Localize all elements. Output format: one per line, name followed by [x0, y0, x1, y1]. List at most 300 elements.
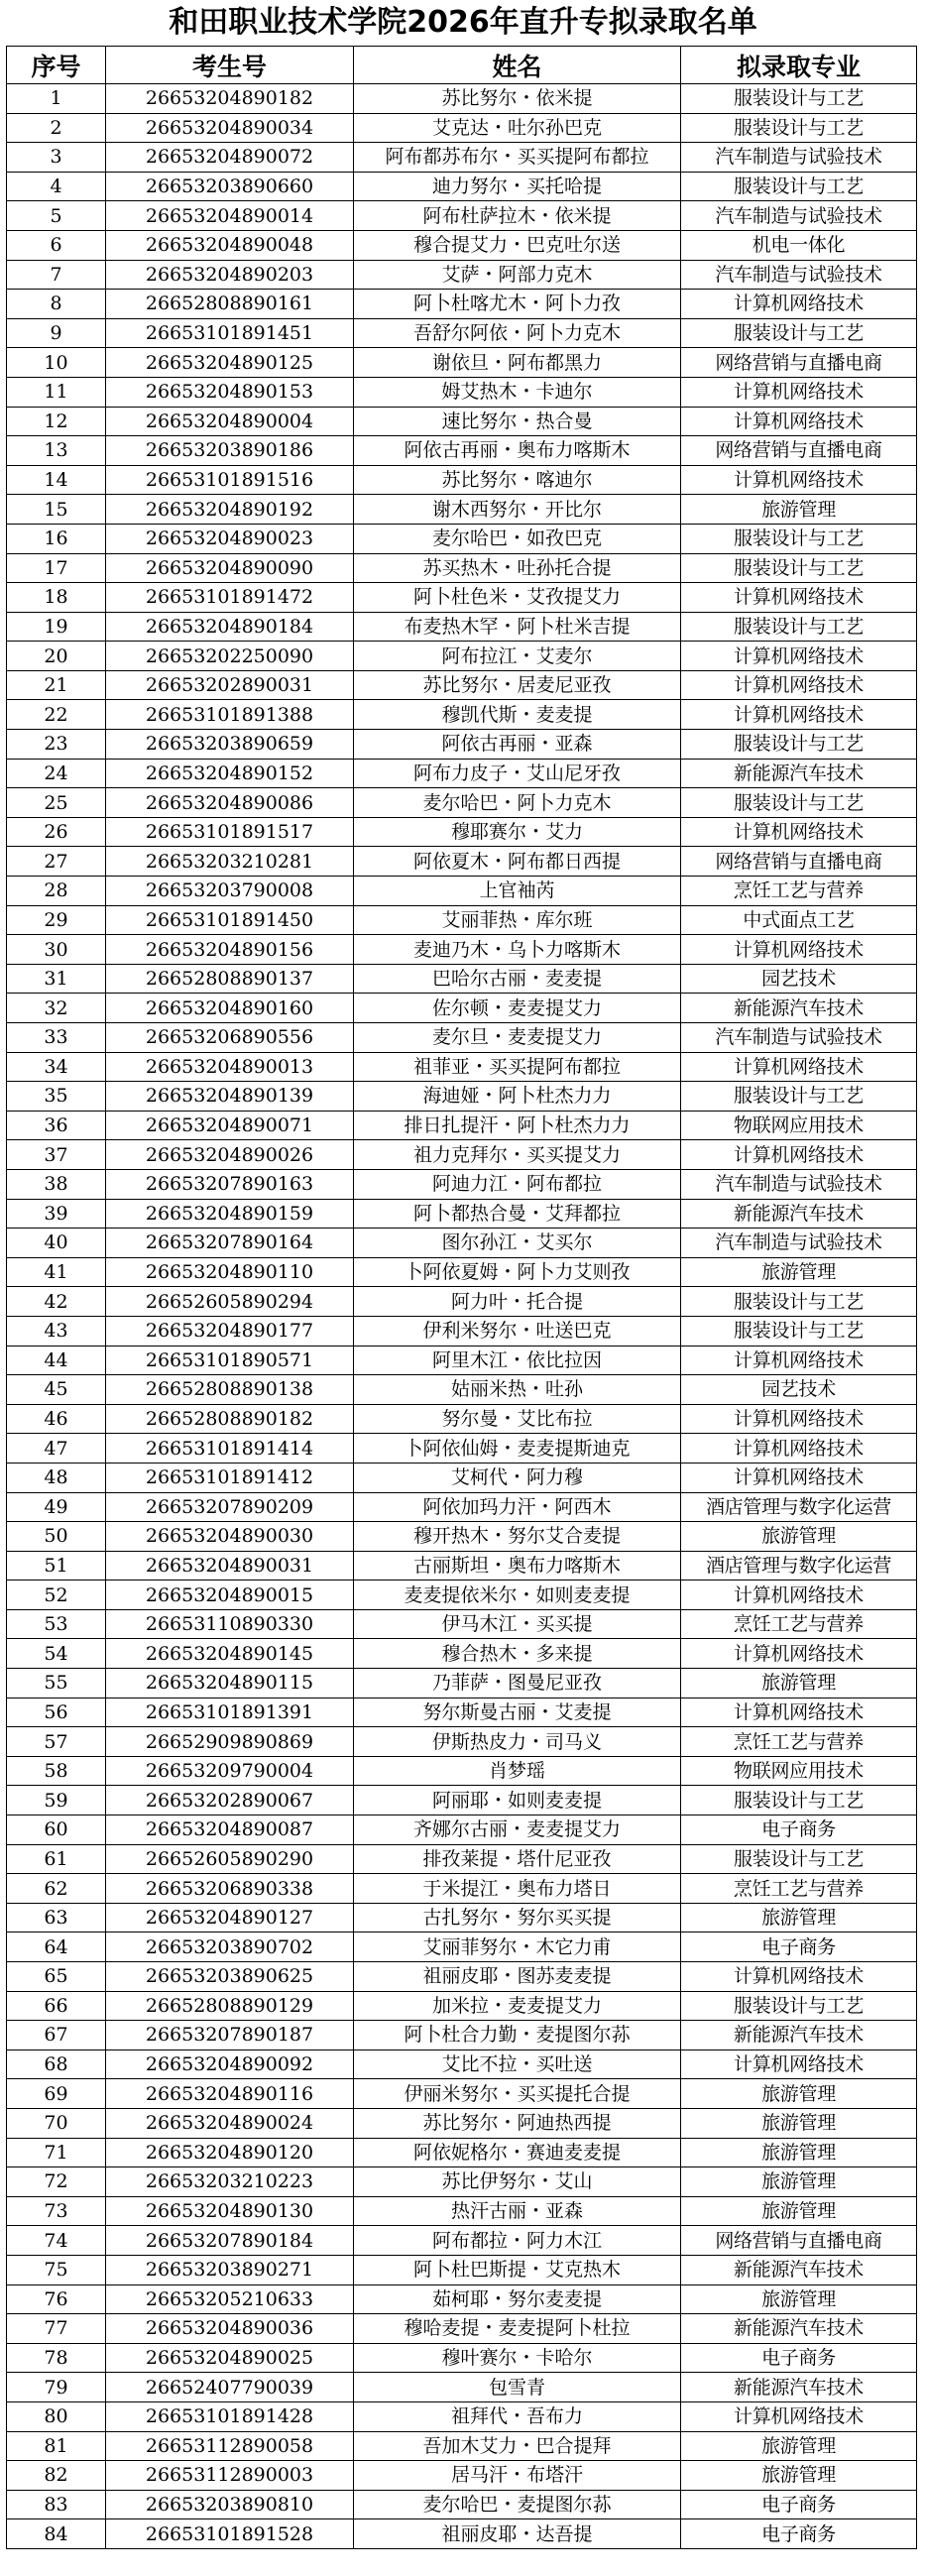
cell-major: 酒店管理与数字化运营: [681, 1492, 917, 1522]
cell-candidate-id: 26653204890072: [106, 143, 354, 173]
cell-name: 祖力克拜尔・买买提艾力: [354, 1140, 681, 1170]
cell-major: 网络营销与直播电商: [681, 2226, 917, 2256]
cell-major: 电子商务: [681, 2519, 917, 2549]
cell-name: 包雪青: [354, 2373, 681, 2402]
table-row: [7, 1082, 917, 1112]
table-row: [7, 113, 917, 143]
cell-candidate-id: 26653204890203: [106, 260, 354, 290]
cell-name: 麦尔旦・麦麦提艾力: [354, 1023, 681, 1053]
cell-candidate-id: 26653112890058: [106, 2431, 354, 2461]
cell-name: 排日扎提汗・阿卜杜杰力力: [354, 1111, 681, 1140]
cell-major: 园艺技术: [681, 1375, 917, 1405]
cell-name: 艾萨・阿部力克木: [354, 260, 681, 290]
cell-seq: 38: [7, 1169, 106, 1199]
table-row: [7, 1023, 917, 1053]
cell-seq: 21: [7, 670, 106, 700]
cell-major: 汽车制造与试验技术: [681, 1169, 917, 1199]
cell-name: 海迪娅・阿卜杜杰力力: [354, 1082, 681, 1112]
cell-candidate-id: 26652808890129: [106, 1991, 354, 2021]
cell-name: 穆耶赛尔・艾力: [354, 817, 681, 847]
cell-candidate-id: 26653203890702: [106, 1932, 354, 1962]
cell-name: 肖梦瑶: [354, 1756, 681, 1786]
cell-name: 阿布都苏布尔・买买提阿布都拉: [354, 143, 681, 173]
cell-seq: 57: [7, 1727, 106, 1757]
cell-name: 阿依夏木・阿布都日西提: [354, 847, 681, 877]
cell-major: 旅游管理: [681, 1903, 917, 1932]
table-row: [7, 1551, 917, 1581]
cell-candidate-id: 26653203890625: [106, 1962, 354, 1992]
cell-seq: 18: [7, 583, 106, 613]
cell-candidate-id: 26653207890163: [106, 1169, 354, 1199]
table-row: [7, 1229, 917, 1258]
cell-seq: 20: [7, 642, 106, 671]
cell-name: 卜阿依仙姆・麦麦提斯迪克: [354, 1434, 681, 1464]
cell-candidate-id: 26653203890660: [106, 172, 354, 201]
cell-major: 汽车制造与试验技术: [681, 201, 917, 231]
cell-seq: 84: [7, 2519, 106, 2549]
cell-seq: 37: [7, 1140, 106, 1170]
cell-candidate-id: 26653207890187: [106, 2021, 354, 2050]
table-row: [7, 642, 917, 671]
table-row: [7, 407, 917, 436]
table-row: [7, 1404, 917, 1434]
table-row: [7, 1639, 917, 1669]
table-row: [7, 817, 917, 847]
cell-seq: 43: [7, 1316, 106, 1346]
table-row: [7, 612, 917, 642]
cell-major: 新能源汽车技术: [681, 2255, 917, 2284]
cell-candidate-id: 26653204890127: [106, 1903, 354, 1932]
cell-seq: 60: [7, 1815, 106, 1845]
cell-name: 齐娜尔古丽・麦麦提艾力: [354, 1815, 681, 1845]
cell-seq: 55: [7, 1669, 106, 1698]
cell-name: 阿迪力江・阿布都拉: [354, 1169, 681, 1199]
admission-table: [6, 46, 917, 2549]
cell-major: 酒店管理与数字化运营: [681, 1551, 917, 1581]
cell-candidate-id: 26653203890271: [106, 2255, 354, 2284]
cell-seq: 71: [7, 2138, 106, 2167]
cell-seq: 69: [7, 2079, 106, 2109]
cell-seq: 17: [7, 553, 106, 583]
cell-seq: 11: [7, 377, 106, 407]
cell-major: 计算机网络技术: [681, 1463, 917, 1492]
cell-major: 旅游管理: [681, 2284, 917, 2314]
cell-seq: 74: [7, 2226, 106, 2256]
table-row: [7, 788, 917, 818]
table-row: [7, 1991, 917, 2021]
cell-name: 苏比努尔・依米提: [354, 84, 681, 114]
cell-candidate-id: 26653204890110: [106, 1257, 354, 1287]
cell-name: 阿依加玛力汗・阿西木: [354, 1492, 681, 1522]
cell-candidate-id: 26653202250090: [106, 642, 354, 671]
cell-major: 新能源汽车技术: [681, 2314, 917, 2344]
cell-candidate-id: 26653204890116: [106, 2079, 354, 2109]
table-row: [7, 1140, 917, 1170]
table-row: [7, 260, 917, 290]
cell-name: 茹柯耶・努尔麦麦提: [354, 2284, 681, 2314]
cell-candidate-id: 26653101891414: [106, 1434, 354, 1464]
cell-name: 阿卜杜色米・艾孜提艾力: [354, 583, 681, 613]
cell-candidate-id: 26653204890115: [106, 1669, 354, 1698]
cell-major: 物联网应用技术: [681, 1756, 917, 1786]
cell-major: 服装设计与工艺: [681, 1786, 917, 1815]
cell-name: 吾舒尔阿依・阿卜力克木: [354, 318, 681, 348]
cell-major: 烹饪工艺与营养: [681, 1609, 917, 1639]
table-row: [7, 877, 917, 906]
table-row: [7, 2343, 917, 2373]
cell-candidate-id: 26653209790004: [106, 1756, 354, 1786]
cell-seq: 26: [7, 817, 106, 847]
cell-candidate-id: 26653101891517: [106, 817, 354, 847]
cell-name: 姑丽米热・吐孙: [354, 1375, 681, 1405]
cell-seq: 61: [7, 1844, 106, 1874]
cell-seq: 23: [7, 730, 106, 760]
table-row: [7, 759, 917, 788]
cell-major: 计算机网络技术: [681, 1434, 917, 1464]
table-row: [7, 1698, 917, 1727]
table-row: [7, 1786, 917, 1815]
cell-name: 阿卜杜合力勤・麦提图尔荪: [354, 2021, 681, 2050]
cell-seq: 5: [7, 201, 106, 231]
cell-seq: 82: [7, 2461, 106, 2491]
cell-seq: 29: [7, 905, 106, 935]
cell-major: 中式面点工艺: [681, 905, 917, 935]
table-row: [7, 2284, 917, 2314]
cell-candidate-id: 26653110890330: [106, 1609, 354, 1639]
cell-seq: 32: [7, 994, 106, 1023]
cell-name: 迪力努尔・买托哈提: [354, 172, 681, 201]
cell-name: 艾克达・吐尔孙巴克: [354, 113, 681, 143]
cell-seq: 54: [7, 1639, 106, 1669]
cell-seq: 83: [7, 2490, 106, 2519]
cell-major: 服装设计与工艺: [681, 318, 917, 348]
cell-name: 苏比努尔・阿迪热西提: [354, 2108, 681, 2138]
table-header-row: [7, 47, 917, 84]
cell-seq: 35: [7, 1082, 106, 1112]
cell-major: 旅游管理: [681, 495, 917, 525]
cell-seq: 76: [7, 2284, 106, 2314]
table-row: [7, 2167, 917, 2197]
table-row: [7, 730, 917, 760]
cell-major: 旅游管理: [681, 2167, 917, 2197]
cell-major: 电子商务: [681, 1815, 917, 1845]
cell-candidate-id: 26653101890571: [106, 1346, 354, 1375]
table-row: [7, 994, 917, 1023]
cell-major: 网络营销与直播电商: [681, 847, 917, 877]
cell-name: 古丽斯坦・奥布力喀斯木: [354, 1551, 681, 1581]
cell-candidate-id: 26653203210223: [106, 2167, 354, 2197]
cell-seq: 75: [7, 2255, 106, 2284]
cell-seq: 34: [7, 1052, 106, 1082]
table-row: [7, 1903, 917, 1932]
cell-name: 姆艾热木・卡迪尔: [354, 377, 681, 407]
cell-name: 苏买热木・吐孙托合提: [354, 553, 681, 583]
cell-major: 计算机网络技术: [681, 817, 917, 847]
cell-candidate-id: 26653101891451: [106, 318, 354, 348]
cell-seq: 31: [7, 964, 106, 994]
cell-candidate-id: 26653203790008: [106, 877, 354, 906]
header-name: 姓名: [354, 47, 681, 84]
cell-candidate-id: 26653206890556: [106, 1023, 354, 1053]
cell-major: 计算机网络技术: [681, 700, 917, 730]
cell-candidate-id: 26653204890145: [106, 1639, 354, 1669]
cell-seq: 25: [7, 788, 106, 818]
cell-name: 苏比伊努尔・艾山: [354, 2167, 681, 2197]
table-row: [7, 172, 917, 201]
cell-candidate-id: 26653204890030: [106, 1522, 354, 1552]
table-row: [7, 583, 917, 613]
table-row: [7, 1434, 917, 1464]
cell-name: 阿布拉江・艾麦尔: [354, 642, 681, 671]
cell-major: 电子商务: [681, 2343, 917, 2373]
cell-name: 阿卜都热合曼・艾拜都拉: [354, 1199, 681, 1229]
cell-major: 计算机网络技术: [681, 1639, 917, 1669]
cell-name: 苏比努尔・喀迪尔: [354, 465, 681, 495]
cell-candidate-id: 26653204890034: [106, 113, 354, 143]
cell-name: 上官袖芮: [354, 877, 681, 906]
cell-candidate-id: 26653101891428: [106, 2401, 354, 2431]
table-row: [7, 495, 917, 525]
table-row: [7, 847, 917, 877]
cell-candidate-id: 26653206890338: [106, 1874, 354, 1904]
cell-seq: 39: [7, 1199, 106, 1229]
cell-name: 祖菲亚・买买提阿布都拉: [354, 1052, 681, 1082]
table-row: [7, 290, 917, 319]
cell-candidate-id: 26653204890026: [106, 1140, 354, 1170]
table-row: [7, 1932, 917, 1962]
cell-major: 计算机网络技术: [681, 2049, 917, 2079]
cell-candidate-id: 26653101891412: [106, 1463, 354, 1492]
cell-name: 卜阿依夏姆・阿卜力艾则孜: [354, 1257, 681, 1287]
cell-name: 穆合热木・多来提: [354, 1639, 681, 1669]
cell-seq: 66: [7, 1991, 106, 2021]
cell-major: 旅游管理: [681, 2108, 917, 2138]
cell-name: 努尔斯曼古丽・艾麦提: [354, 1698, 681, 1727]
cell-name: 祖拜代・吾布力: [354, 2401, 681, 2431]
table-row: [7, 84, 917, 114]
cell-seq: 36: [7, 1111, 106, 1140]
cell-major: 烹饪工艺与营养: [681, 1727, 917, 1757]
cell-name: 阿力叶・托合提: [354, 1287, 681, 1317]
cell-major: 烹饪工艺与营养: [681, 877, 917, 906]
cell-seq: 67: [7, 2021, 106, 2050]
cell-seq: 1: [7, 84, 106, 114]
cell-seq: 78: [7, 2343, 106, 2373]
cell-major: 服装设计与工艺: [681, 730, 917, 760]
cell-candidate-id: 26653204890160: [106, 994, 354, 1023]
cell-major: 服装设计与工艺: [681, 553, 917, 583]
cell-candidate-id: 26653101891450: [106, 905, 354, 935]
cell-major: 旅游管理: [681, 1669, 917, 1698]
cell-major: 汽车制造与试验技术: [681, 1229, 917, 1258]
cell-name: 吾加木艾力・巴合提拜: [354, 2431, 681, 2461]
table-row: [7, 1727, 917, 1757]
cell-seq: 47: [7, 1434, 106, 1464]
cell-candidate-id: 26653203890659: [106, 730, 354, 760]
table-row: [7, 905, 917, 935]
cell-seq: 28: [7, 877, 106, 906]
cell-candidate-id: 26653204890156: [106, 935, 354, 965]
cell-seq: 24: [7, 759, 106, 788]
cell-seq: 56: [7, 1698, 106, 1727]
cell-name: 穆合提艾力・巴克吐尔送: [354, 230, 681, 260]
cell-seq: 45: [7, 1375, 106, 1405]
cell-seq: 22: [7, 700, 106, 730]
cell-seq: 14: [7, 465, 106, 495]
cell-candidate-id: 26653207890184: [106, 2226, 354, 2256]
cell-name: 乃菲萨・图曼尼亚孜: [354, 1669, 681, 1698]
cell-name: 阿依妮格尔・赛迪麦麦提: [354, 2138, 681, 2167]
cell-name: 佐尔顿・麦麦提艾力: [354, 994, 681, 1023]
cell-major: 计算机网络技术: [681, 377, 917, 407]
table-row: [7, 1346, 917, 1375]
cell-major: 服装设计与工艺: [681, 84, 917, 114]
table-row: [7, 1375, 917, 1405]
cell-name: 阿里木江・依比拉因: [354, 1346, 681, 1375]
table-row: [7, 1169, 917, 1199]
cell-seq: 42: [7, 1287, 106, 1317]
cell-name: 加米拉・麦麦提艾力: [354, 1991, 681, 2021]
cell-seq: 62: [7, 1874, 106, 1904]
cell-major: 计算机网络技术: [681, 583, 917, 613]
cell-name: 排孜莱提・塔什尼亚孜: [354, 1844, 681, 1874]
cell-candidate-id: 26652605890290: [106, 1844, 354, 1874]
cell-name: 阿依古再丽・奥布力喀斯木: [354, 436, 681, 466]
cell-major: 计算机网络技术: [681, 1140, 917, 1170]
table-row: [7, 143, 917, 173]
cell-major: 机电一体化: [681, 230, 917, 260]
cell-major: 计算机网络技术: [681, 1052, 917, 1082]
cell-seq: 12: [7, 407, 106, 436]
cell-candidate-id: 26653207890209: [106, 1492, 354, 1522]
cell-major: 计算机网络技术: [681, 1581, 917, 1610]
cell-candidate-id: 26653204890090: [106, 553, 354, 583]
cell-major: 服装设计与工艺: [681, 1082, 917, 1112]
cell-seq: 48: [7, 1463, 106, 1492]
cell-major: 旅游管理: [681, 2079, 917, 2109]
table-row: [7, 2431, 917, 2461]
cell-seq: 44: [7, 1346, 106, 1375]
cell-name: 穆叶赛尔・卡哈尔: [354, 2343, 681, 2373]
cell-candidate-id: 26653204890024: [106, 2108, 354, 2138]
cell-seq: 15: [7, 495, 106, 525]
table-row: [7, 1581, 917, 1610]
table-row: [7, 935, 917, 965]
cell-candidate-id: 26653202890031: [106, 670, 354, 700]
table-row: [7, 1111, 917, 1140]
table-row: [7, 553, 917, 583]
cell-major: 计算机网络技术: [681, 465, 917, 495]
table-row: [7, 2490, 917, 2519]
cell-name: 居马汗・布塔汗: [354, 2461, 681, 2491]
cell-candidate-id: 26653204890015: [106, 1581, 354, 1610]
cell-candidate-id: 26653204890092: [106, 2049, 354, 2079]
cell-seq: 6: [7, 230, 106, 260]
cell-candidate-id: 26652808890138: [106, 1375, 354, 1405]
cell-name: 艾比不拉・买吐送: [354, 2049, 681, 2079]
cell-candidate-id: 26653101891528: [106, 2519, 354, 2549]
cell-major: 电子商务: [681, 2490, 917, 2519]
cell-major: 汽车制造与试验技术: [681, 143, 917, 173]
table-row: [7, 2519, 917, 2549]
cell-major: 计算机网络技术: [681, 1404, 917, 1434]
table-row: [7, 465, 917, 495]
cell-name: 穆开热木・努尔艾合麦提: [354, 1522, 681, 1552]
cell-candidate-id: 26653204890023: [106, 524, 354, 553]
cell-name: 伊丽米努尔・买买提托合提: [354, 2079, 681, 2109]
cell-name: 麦尔哈巴・阿卜力克木: [354, 788, 681, 818]
table-row: [7, 2401, 917, 2431]
table-row: [7, 1316, 917, 1346]
cell-candidate-id: 26652407790039: [106, 2373, 354, 2402]
cell-major: 电子商务: [681, 1932, 917, 1962]
cell-seq: 59: [7, 1786, 106, 1815]
cell-candidate-id: 26652605890294: [106, 1287, 354, 1317]
cell-candidate-id: 26652808890161: [106, 290, 354, 319]
cell-name: 图尔孙江・艾买尔: [354, 1229, 681, 1258]
table-row: [7, 1199, 917, 1229]
table-row: [7, 524, 917, 553]
cell-seq: 63: [7, 1903, 106, 1932]
cell-candidate-id: 26653204890025: [106, 2343, 354, 2373]
cell-major: 计算机网络技术: [681, 670, 917, 700]
cell-major: 计算机网络技术: [681, 935, 917, 965]
cell-candidate-id: 26653204890184: [106, 612, 354, 642]
table-row: [7, 1962, 917, 1992]
cell-candidate-id: 26653204890153: [106, 377, 354, 407]
table-row: [7, 2138, 917, 2167]
cell-seq: 46: [7, 1404, 106, 1434]
cell-name: 阿卜杜喀尤木・阿卜力孜: [354, 290, 681, 319]
cell-major: 新能源汽车技术: [681, 2021, 917, 2050]
header-seq: 序号: [7, 47, 106, 84]
cell-candidate-id: 26653204890086: [106, 788, 354, 818]
table-row: [7, 2226, 917, 2256]
table-row: [7, 1257, 917, 1287]
cell-major: 旅游管理: [681, 2196, 917, 2226]
cell-major: 服装设计与工艺: [681, 113, 917, 143]
header-major: 拟录取专业: [681, 47, 917, 84]
cell-seq: 4: [7, 172, 106, 201]
cell-major: 园艺技术: [681, 964, 917, 994]
cell-major: 服装设计与工艺: [681, 612, 917, 642]
cell-candidate-id: 26653204890071: [106, 1111, 354, 1140]
table-row: [7, 2314, 917, 2344]
cell-major: 服装设计与工艺: [681, 172, 917, 201]
table-row: [7, 1052, 917, 1082]
cell-major: 计算机网络技术: [681, 290, 917, 319]
cell-candidate-id: 26653101891472: [106, 583, 354, 613]
cell-candidate-id: 26653203210281: [106, 847, 354, 877]
table-row: [7, 1287, 917, 1317]
cell-major: 服装设计与工艺: [681, 1844, 917, 1874]
cell-name: 布麦热木罕・阿卜杜米吉提: [354, 612, 681, 642]
cell-name: 麦麦提依米尔・如则麦麦提: [354, 1581, 681, 1610]
cell-candidate-id: 26653204890177: [106, 1316, 354, 1346]
cell-seq: 8: [7, 290, 106, 319]
cell-seq: 53: [7, 1609, 106, 1639]
cell-major: 新能源汽车技术: [681, 759, 917, 788]
cell-major: 计算机网络技术: [681, 407, 917, 436]
cell-name: 麦尔哈巴・如孜巴克: [354, 524, 681, 553]
cell-major: 计算机网络技术: [681, 642, 917, 671]
cell-candidate-id: 26653204890130: [106, 2196, 354, 2226]
cell-candidate-id: 26653204890004: [106, 407, 354, 436]
cell-candidate-id: 26653101891516: [106, 465, 354, 495]
table-row: [7, 2108, 917, 2138]
cell-seq: 80: [7, 2401, 106, 2431]
cell-name: 艾丽菲努尔・木它力甫: [354, 1932, 681, 1962]
